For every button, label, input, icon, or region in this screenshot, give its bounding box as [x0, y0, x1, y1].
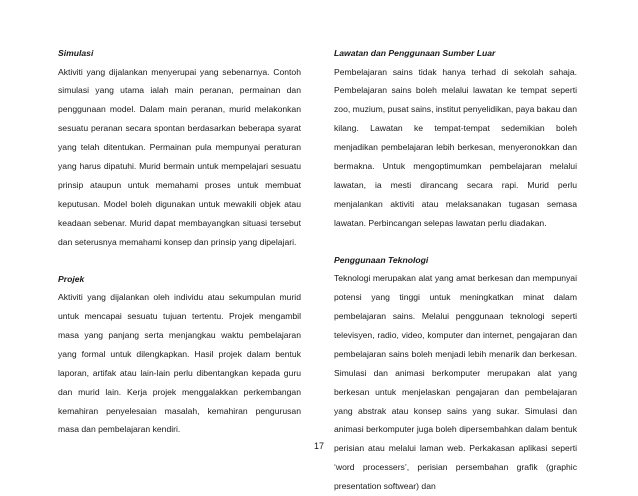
heading-lawatan: Lawatan dan Penggunaan Sumber Luar: [334, 48, 496, 58]
paragraph-simulasi: Aktiviti yang dijalankan menyerupai yang sebenarnya. Contoh simulasi yang utama ialah main peranan, permainan dan penggunaan model. Dalam main peranan, murid melakonkan sesuatu peranan secara spontan berdasarkan beberapa syarat yang telah ditentukan. Permainan pula mempunyai peraturan yang harus dipatuhi. Murid bermain untuk mempelajari sesuatu prinsip ataupun untuk memahami proses untuk membuat keputusan. Model boleh digunakan untuk mewakili objek atau keadaan sebenar. Murid dapat membayangkan situasi tersebut dan seterusnya memahami konsep dan prinsip yang dipelajari.: [58, 66, 301, 247]
section-spacer: [334, 233, 577, 251]
paragraph-teknologi: Teknologi merupakan alat yang amat berkesan dan mempunyai potensi yang tinggi untuk meningkatkan minat dalam pembelajaran sains. Melalui penggunaan teknologi seperti televisyen, radio, video, komputer dan internet, pengajaran dan pembelajaran sains boleh menjadi lebih menarik dan berkesan. Simulasi dan animasi berkomputer merupakan alat yang berkesan untuk menjelaskan pengajaran dan pembelajaran yang abstrak atau konsep sains yang sukar. Simulasi dan animasi berkomputer juga boleh dipersembahkan dalam bentuk perisian atau melalui laman web. Perkakasan aplikasi seperti ‘word processers’, perisian persembahan grafik (graphic presentation softwear) dan: [334, 273, 577, 492]
page-number: 17: [313, 441, 324, 451]
paragraph-lawatan: Pembelajaran sains tidak hanya terhad di sekolah sahaja. Pembelajaran sains boleh melalui lawatan ke tempat seperti zoo, muzium, pusat sains, institut penyelidikan, paya bakau dan kilang. Lawatan ke tempat-tempat sedemikian boleh menjadikan pembelajaran lebih berkesan, menyeronokkan dan bermakna. Untuk mengoptimumkan pembelajaran melalui lawatan, ia mesti dirancang secara rapi. Murid perlu menjalankan aktiviti atau melaksanakan tugasan semasa lawatan. Perbincangan selepas lawatan perlu diadakan.: [334, 66, 577, 228]
heading-simulasi: Simulasi: [58, 48, 94, 58]
heading-projek: Projek: [58, 273, 85, 284]
section-spacer: [58, 252, 301, 270]
left-column: [58, 44, 301, 439]
paragraph-projek: Aktiviti yang dijalankan oleh individu atau sekumpulan murid untuk mencapai sesuatu tujuan tertentu. Projek mengambil masa yang panjang serta menjangkau waktu pembelajaran yang formal untuk dilengkapkan. Hasil projek dalam bentuk laporan, artifak atau lain-lain perlu dibentangkan kepada guru dan murid lain. Kerja projek menggalakkan perkembangan kemahiran penyelesaian masalah, kemahiran pengurusan masa dan pembelajaran kendiri.: [58, 292, 301, 435]
heading-teknologi: Penggunaan Teknologi: [334, 254, 429, 265]
right-column: [334, 44, 577, 496]
